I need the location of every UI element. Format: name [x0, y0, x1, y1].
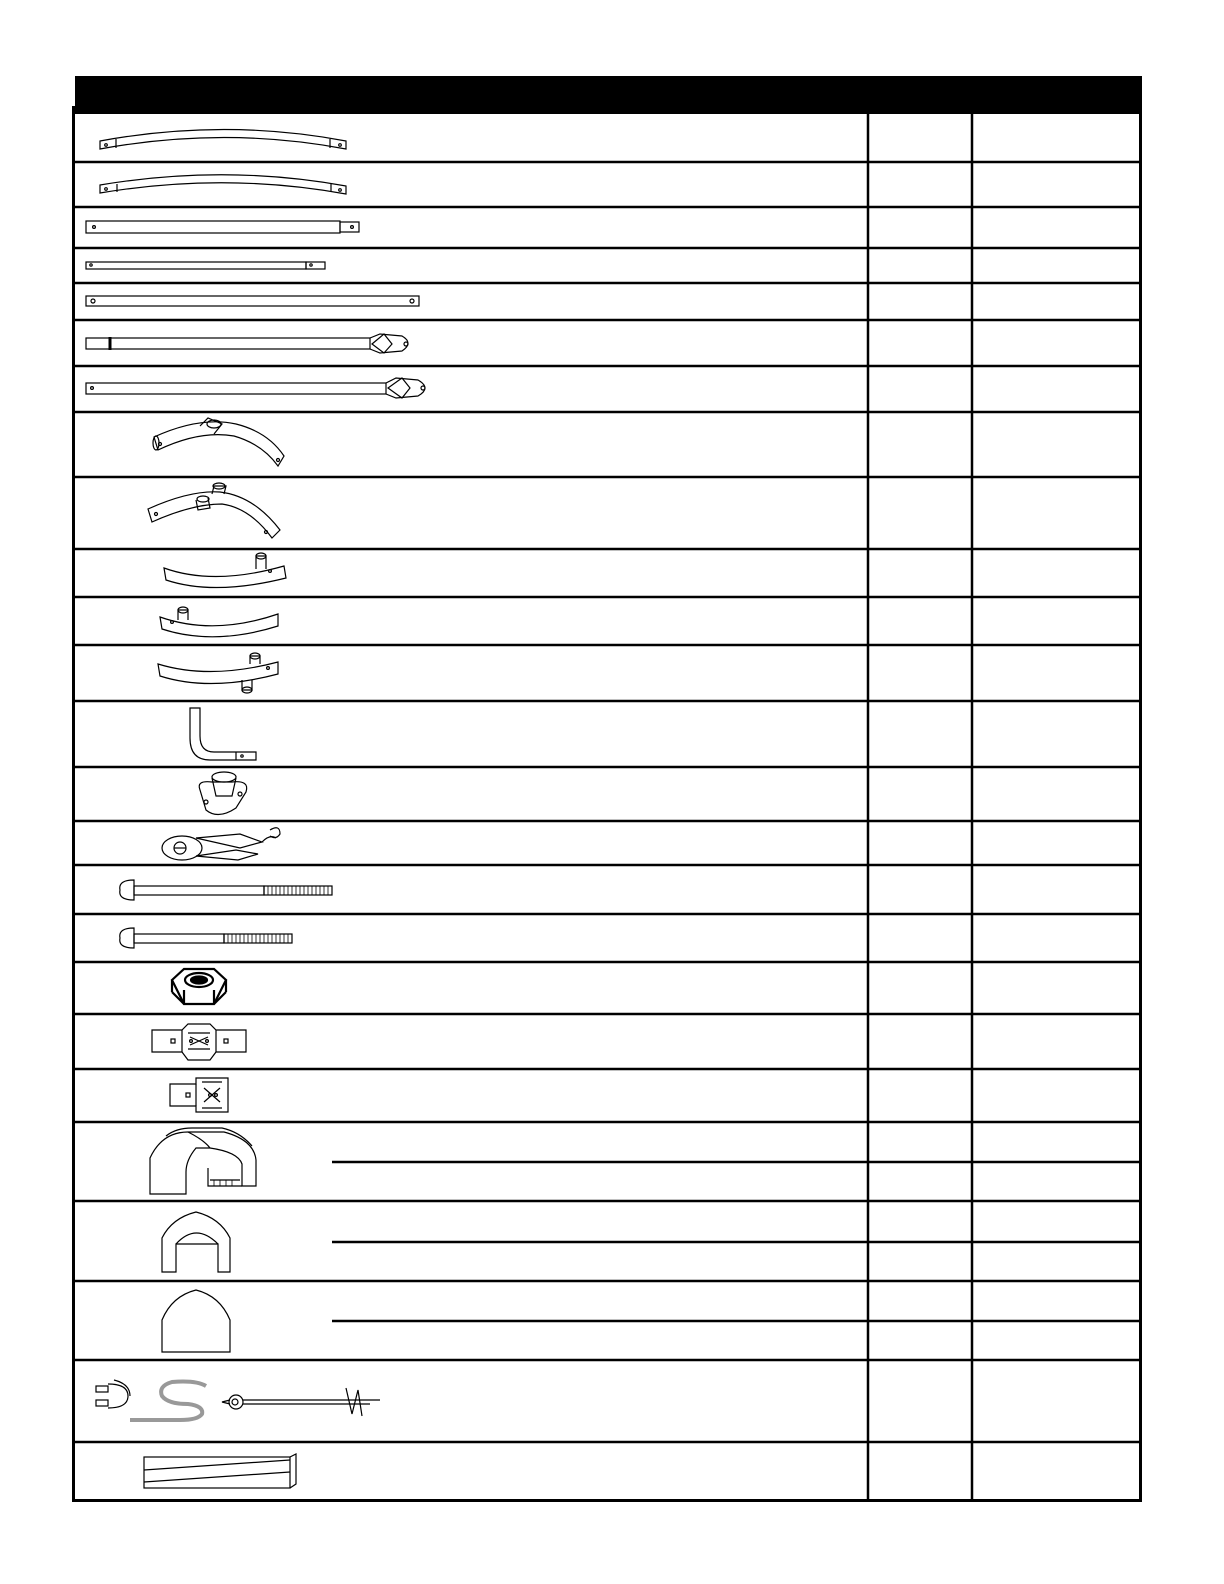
corner-elbow-with-stub-icon: [153, 418, 284, 466]
ground-box-icon: [144, 1454, 296, 1488]
curved-roof-tube-a-icon: [100, 130, 346, 150]
ratchet-tensioner-icon: [162, 828, 280, 860]
tee-elbow-with-two-stubs-icon: [148, 483, 280, 538]
curved-connector-stub-right-icon: [164, 553, 286, 588]
row-dividers: [73, 162, 1141, 1442]
anchor-kit-icon: [96, 1380, 380, 1420]
cross-bracket-icon: [152, 1024, 246, 1060]
straight-tube-swaged-icon: [86, 221, 359, 233]
straight-tube-plain-icon: [86, 296, 419, 306]
curved-connector-two-stubs-icon: [158, 653, 278, 693]
short-bolt-icon: [120, 928, 292, 948]
base-plate-socket-icon: [199, 772, 247, 815]
end-bracket-icon: [170, 1078, 228, 1112]
long-thin-tube-icon: [86, 262, 325, 269]
curved-connector-stub-left-icon: [160, 607, 278, 637]
hex-nut-icon: [172, 969, 226, 1004]
main-cover-icon: [150, 1128, 256, 1194]
long-bolt-icon: [120, 880, 332, 900]
tube-with-end-fitting-short-icon: [86, 334, 408, 353]
l-shaped-foot-tube-icon: [190, 708, 256, 760]
front-panel-icon: [162, 1212, 230, 1272]
tube-with-end-fitting-long-icon: [86, 378, 425, 398]
rear-panel-icon: [162, 1290, 230, 1352]
curved-roof-tube-b-icon: [100, 175, 346, 194]
